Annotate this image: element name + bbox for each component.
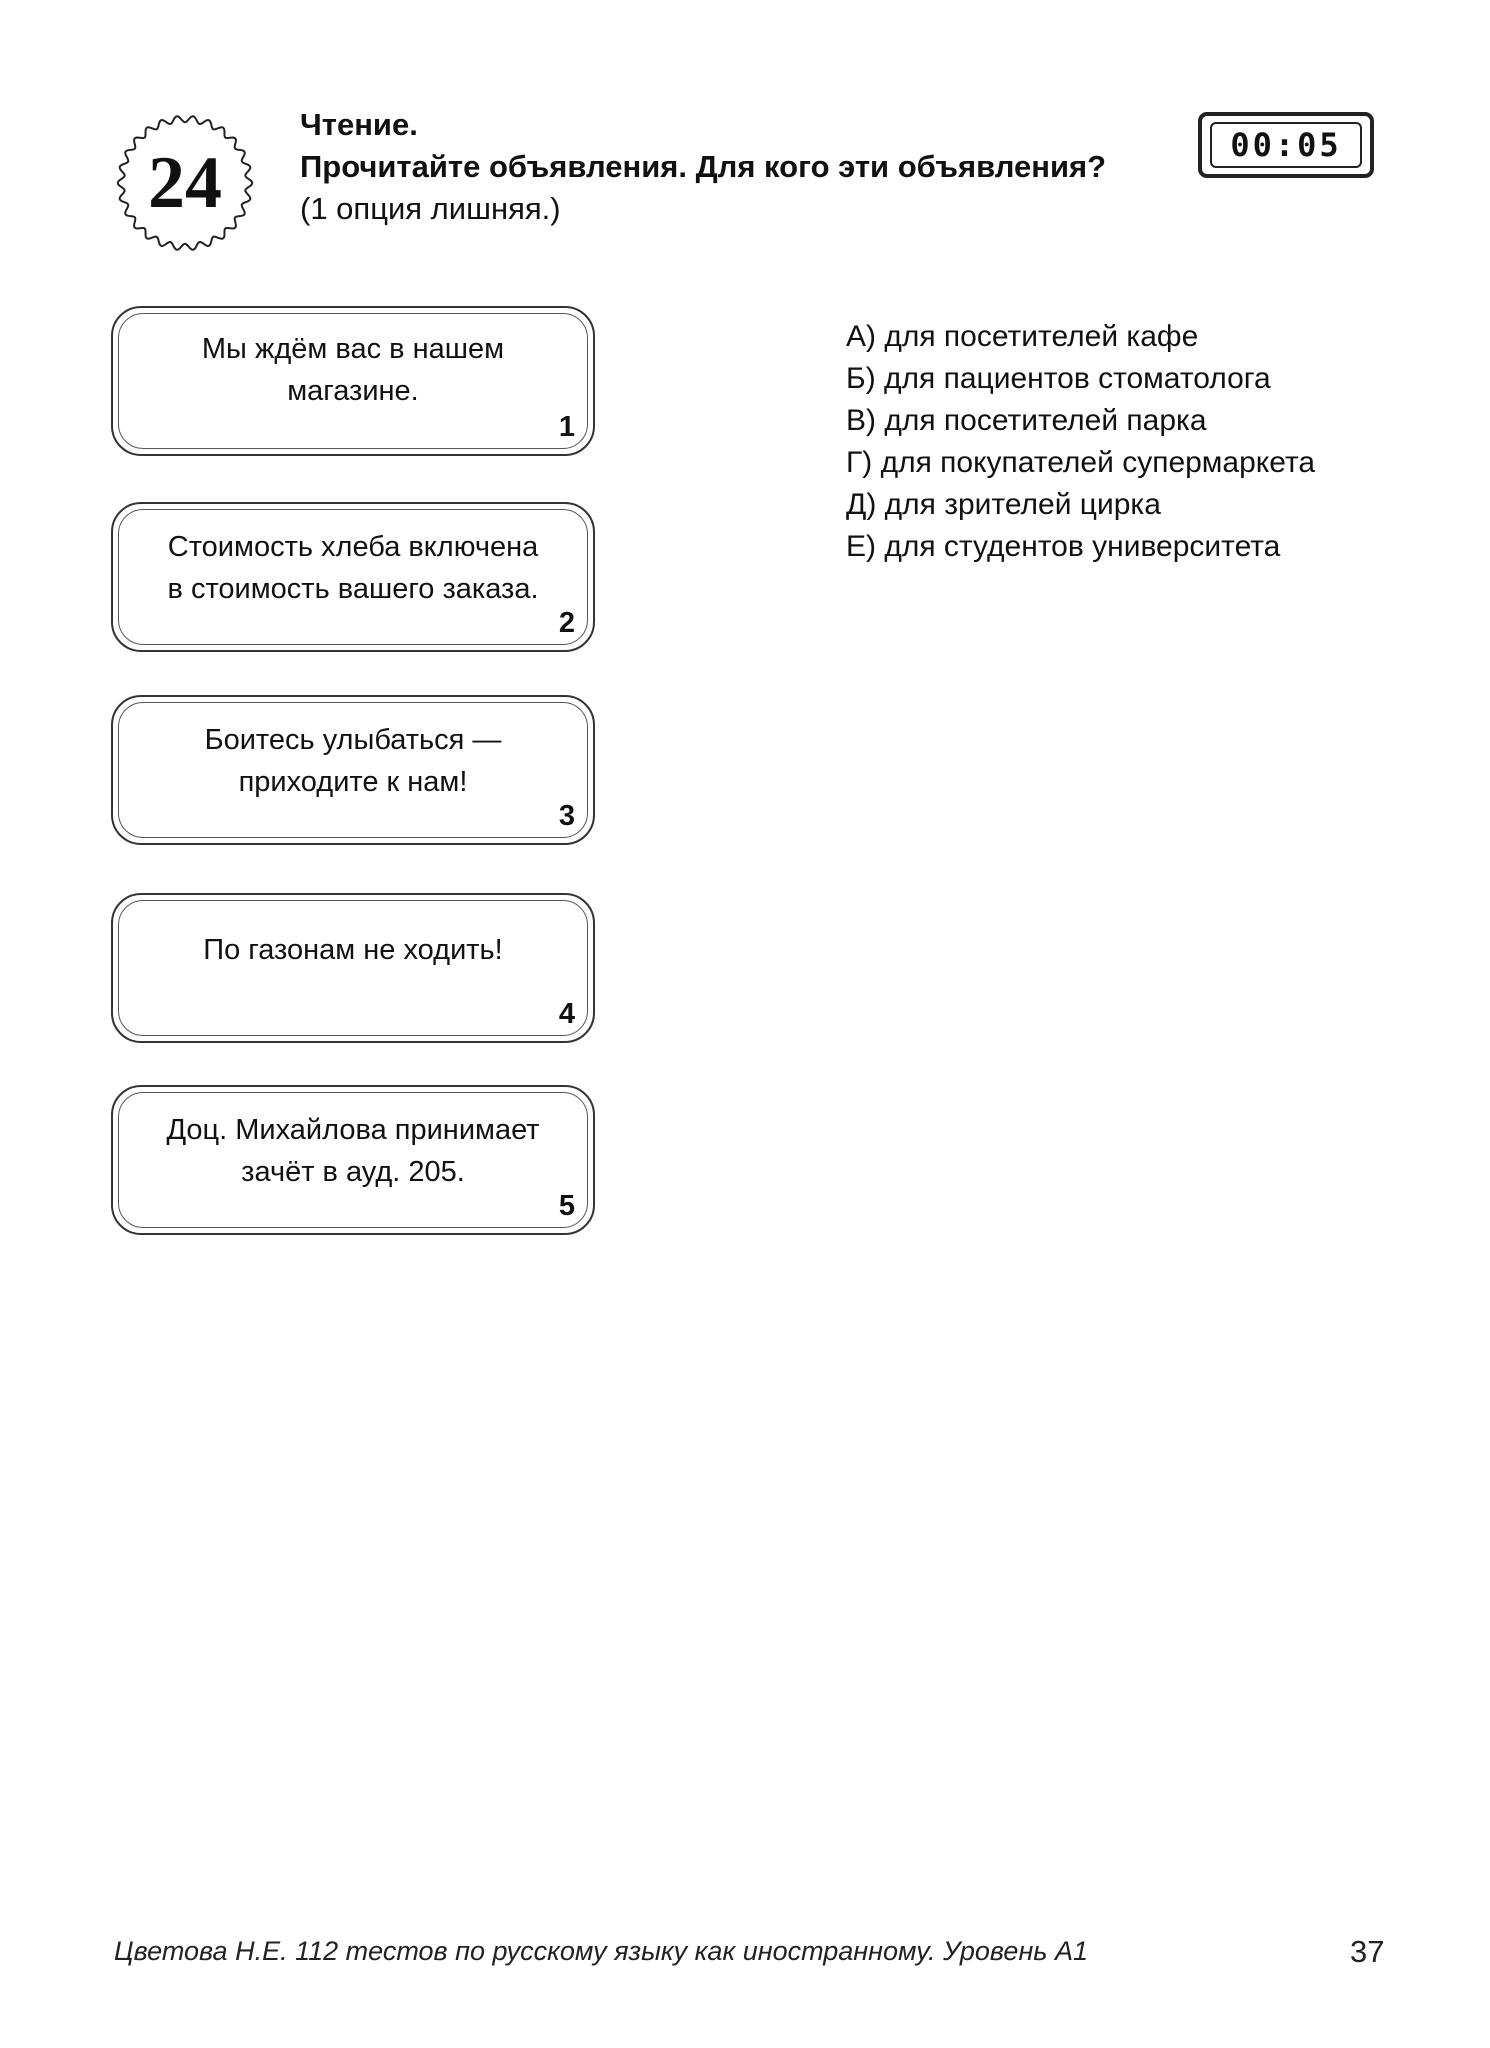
- section-title: Чтение.: [300, 107, 418, 142]
- task-number-badge: [114, 112, 256, 254]
- answer-option-e: Е) для студентов университета: [846, 530, 1281, 563]
- footer-citation: Цветова Н.Е. 112 тестов по русскому языку как иностранному. Уровень А1: [114, 1936, 1089, 1966]
- task-note: (1 опция лишняя.): [300, 191, 561, 226]
- announcement-card-3: [111, 695, 595, 845]
- announcement-card-4: [111, 893, 595, 1043]
- announcement-number: 1: [558, 411, 575, 443]
- announcement-card-2: [111, 502, 595, 652]
- announcement-text: Доц. Михайлова принимает зачёт в ауд. 205.: [166, 1114, 540, 1188]
- answer-options-list: [846, 316, 1315, 568]
- announcement-text: Стоимость хлеба включена в стоимость вашего заказа.: [167, 531, 539, 605]
- answer-option-g: Г) для покупателей супермаркета: [846, 446, 1316, 479]
- announcement-number: 4: [558, 998, 575, 1030]
- announcement-number: 3: [558, 800, 575, 832]
- task-heading: [300, 104, 1106, 230]
- announcement-number: 2: [558, 607, 575, 639]
- page-number: 37: [1350, 1934, 1385, 1969]
- timer-badge: [1198, 112, 1374, 178]
- announcement-card-5: [111, 1085, 595, 1235]
- answer-option-b: Б) для пациентов стоматолога: [846, 362, 1271, 395]
- answer-option-v: В) для посетителей парка: [846, 404, 1207, 437]
- task-number: 24: [148, 141, 222, 224]
- announcement-number: 5: [558, 1190, 575, 1222]
- answer-option-d: Д) для зрителей цирка: [846, 488, 1161, 521]
- announcement-text: Боитесь улыбаться — приходите к нам!: [204, 724, 502, 798]
- answer-option-a: А) для посетителей кафе: [846, 320, 1199, 353]
- announcement-text: По газонам не ходить!: [203, 934, 503, 966]
- announcement-card-1: [111, 306, 595, 456]
- task-instruction: Прочитайте объявления. Для кого эти объявления?: [300, 149, 1107, 184]
- timer-value: 00:05: [1210, 122, 1362, 168]
- announcement-text: Мы ждём вас в нашем магазине.: [201, 333, 505, 407]
